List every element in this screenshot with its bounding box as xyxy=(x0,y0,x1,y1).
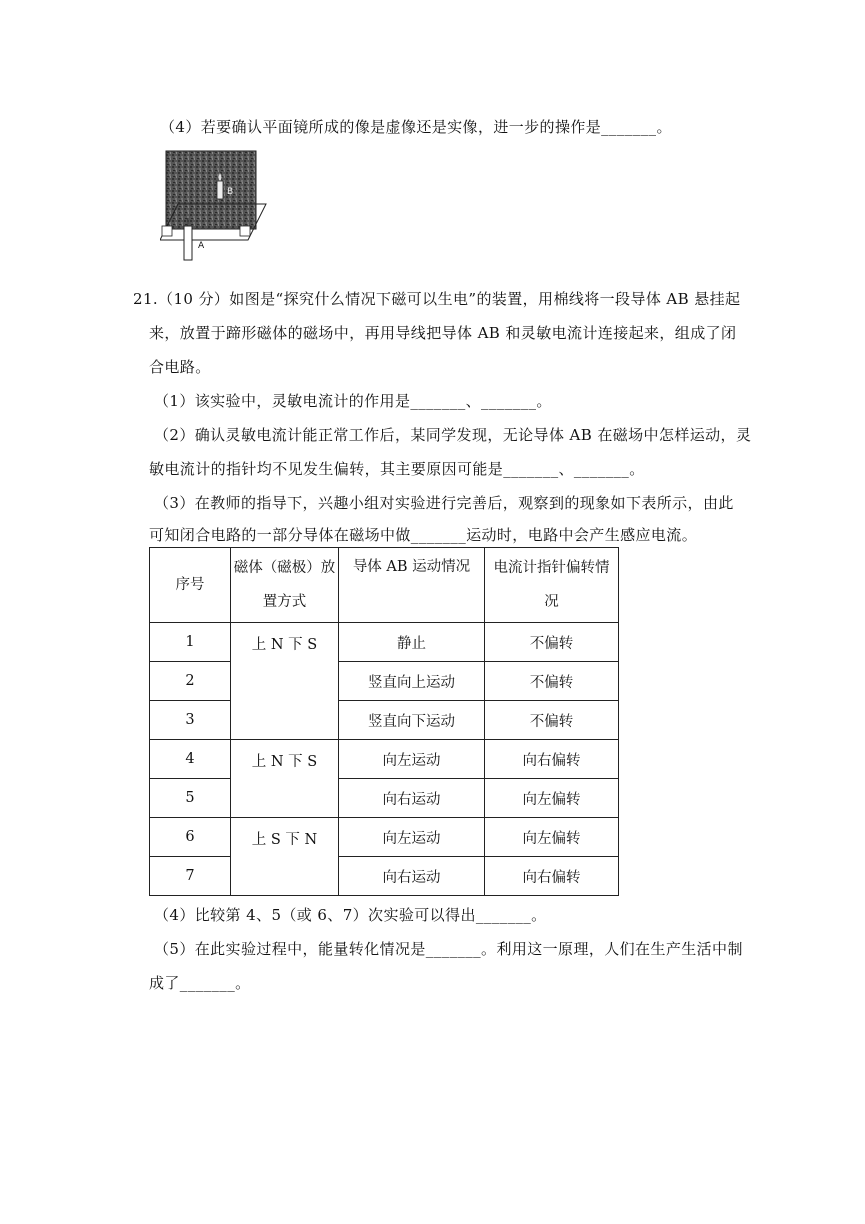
sub-question-4: （4）比较第 4、5（或 6、7）次实验可以得出_______。 xyxy=(154,906,547,924)
table-row xyxy=(150,701,619,740)
table-row xyxy=(150,740,619,779)
label-a: A xyxy=(198,241,205,251)
question-21-line-3: 合电路。 xyxy=(149,358,211,376)
magnet-placement: 上 N 下 S xyxy=(231,740,339,818)
row-index: 4 xyxy=(150,740,231,779)
question-4-text: （4）若要确认平面镜所成的像是虚像还是实像，进一步的操作是_______。 xyxy=(160,118,672,136)
table-row xyxy=(150,623,619,662)
row-index: 2 xyxy=(150,662,231,701)
sub-question-3-line-1: （3）在教师的指导下，兴趣小组对实验进行完善后，观察到的现象如下表所示，由此 xyxy=(154,494,734,512)
table-row xyxy=(150,779,619,818)
row-index: 7 xyxy=(150,857,231,896)
conductor-motion: 向左运动 xyxy=(339,818,485,857)
label-b: B xyxy=(227,187,234,197)
row-index: 3 xyxy=(150,701,231,740)
header-index: 序号 xyxy=(150,548,231,623)
sub-question-2-line-1: （2）确认灵敏电流计能正常工作后，某同学发现，无论导体 AB 在磁场中怎样运动，灵 xyxy=(154,426,752,444)
plane-mirror-figure xyxy=(160,148,268,263)
header-conductor-motion: 导体 AB 运动情况 xyxy=(339,548,485,623)
conductor-motion: 向右运动 xyxy=(339,779,485,818)
conductor-motion: 竖直向上运动 xyxy=(339,662,485,701)
needle-deflection: 向左偏转 xyxy=(485,818,619,857)
needle-deflection: 不偏转 xyxy=(485,623,619,662)
needle-deflection: 不偏转 xyxy=(485,662,619,701)
table-row xyxy=(150,662,619,701)
conductor-motion: 向左运动 xyxy=(339,740,485,779)
conductor-motion: 竖直向下运动 xyxy=(339,701,485,740)
header-magnet-placement: 磁体（磁极）放 置方式 xyxy=(231,548,339,623)
row-index: 1 xyxy=(150,623,231,662)
table-row xyxy=(150,818,619,857)
question-21-line-2: 来，放置于蹄形磁体的磁场中，再用导线把导体 AB 和灵敏电流计连接起来，组成了闭 xyxy=(149,324,737,342)
header-needle-deflection: 电流计指针偏转情 况 xyxy=(485,548,619,623)
magnet-placement: 上 S 下 N xyxy=(231,818,339,896)
sub-question-5-line-1: （5）在此实验过程中，能量转化情况是_______。利用这一原理，人们在生产生活中制 xyxy=(154,940,743,958)
table-header-row xyxy=(150,548,619,623)
needle-deflection: 向右偏转 xyxy=(485,740,619,779)
sub-question-5-line-2: 成了_______。 xyxy=(149,974,251,992)
needle-deflection: 不偏转 xyxy=(485,701,619,740)
conductor-motion: 静止 xyxy=(339,623,485,662)
experiment-table xyxy=(149,547,619,896)
needle-deflection: 向左偏转 xyxy=(485,779,619,818)
table-row xyxy=(150,857,619,896)
needle-deflection: 向右偏转 xyxy=(485,857,619,896)
magnet-placement: 上 N 下 S xyxy=(231,623,339,740)
sub-question-1: （1）该实验中，灵敏电流计的作用是_______、_______。 xyxy=(154,392,552,410)
row-index: 6 xyxy=(150,818,231,857)
sub-question-2-line-2: 敏电流计的指针均不见发生偏转，其主要原因可能是_______、_______。 xyxy=(149,460,645,478)
question-21-line-1: 21.（10 分）如图是“探究什么情况下磁可以生电”的装置，用棉线将一段导体 AB 悬挂起 xyxy=(133,290,741,308)
conductor-motion: 向右运动 xyxy=(339,857,485,896)
sub-question-3-line-2: 可知闭合电路的一部分导体在磁场中做_______运动时，电路中会产生感应电流。 xyxy=(149,526,698,544)
row-index: 5 xyxy=(150,779,231,818)
